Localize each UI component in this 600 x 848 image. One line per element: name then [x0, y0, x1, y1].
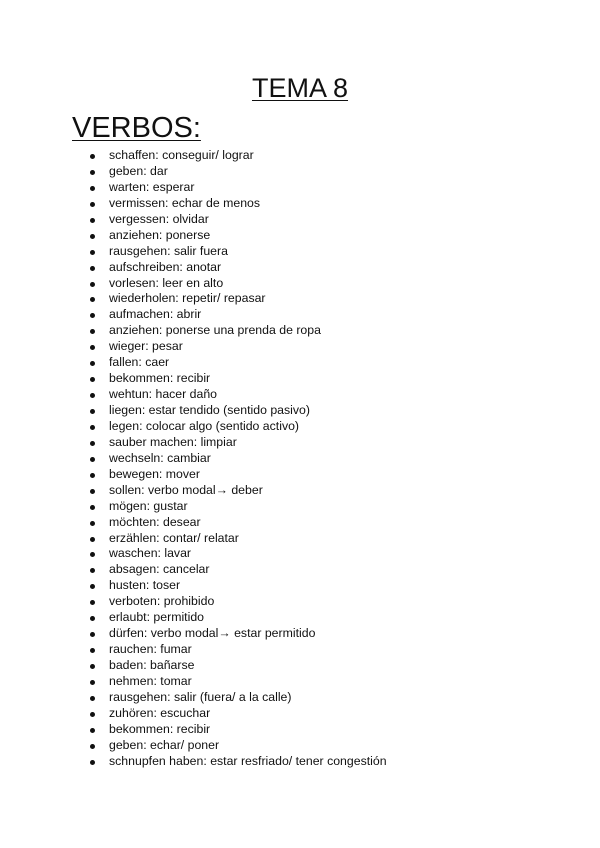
bullet-icon — [90, 377, 95, 382]
bullet-icon — [90, 218, 95, 223]
list-item-text: erlaubt: permitido — [109, 610, 205, 625]
bullet-icon — [90, 457, 95, 462]
bullet-icon — [90, 712, 95, 717]
list-item-text: vergessen: olvidar — [109, 211, 209, 226]
list-item — [0, 228, 600, 244]
bullet-icon — [90, 489, 95, 494]
bullet-icon — [90, 648, 95, 653]
list-item — [0, 467, 600, 483]
list-item — [0, 531, 600, 547]
bullet-icon — [90, 568, 95, 573]
list-item — [0, 180, 600, 196]
list-item-text: bekommen: recibir — [109, 371, 211, 386]
list-item — [0, 610, 600, 626]
list-item-text: dürfen: verbo modal→ estar permitido — [109, 626, 316, 641]
vocabulary-list — [0, 148, 600, 770]
list-item-text: verboten: prohibido — [109, 594, 215, 609]
bullet-icon — [90, 584, 95, 589]
list-item — [0, 515, 600, 531]
list-item-text: geben: dar — [109, 163, 168, 178]
list-item-text: wehtun: hacer daño — [109, 387, 218, 402]
page-title: TEMA 8 — [251, 73, 349, 103]
bullet-icon — [90, 266, 95, 271]
list-item — [0, 148, 600, 164]
list-item — [0, 244, 600, 260]
list-item — [0, 562, 600, 578]
bullet-icon — [90, 696, 95, 701]
list-item — [0, 164, 600, 180]
list-item — [0, 594, 600, 610]
list-item — [0, 546, 600, 562]
list-item — [0, 499, 600, 515]
bullet-icon — [90, 537, 95, 542]
bullet-icon — [90, 250, 95, 255]
list-item-text: husten: toser — [109, 578, 181, 593]
list-item-text: rauchen: fumar — [109, 642, 192, 657]
list-item-text: aufmachen: abrir — [109, 307, 202, 322]
list-item-text: wechseln: cambiar — [109, 450, 211, 465]
list-item-text: rausgehen: salir (fuera/ a la calle) — [109, 689, 292, 704]
list-item — [0, 276, 600, 292]
list-item — [0, 323, 600, 339]
list-item — [0, 690, 600, 706]
bullet-icon — [90, 409, 95, 414]
bullet-icon — [90, 521, 95, 526]
list-item — [0, 642, 600, 658]
bullet-icon — [90, 552, 95, 557]
bullet-icon — [90, 202, 95, 207]
bullet-icon — [90, 170, 95, 175]
list-item — [0, 291, 600, 307]
list-item-text: schnupfen haben: estar resfriado/ tener congestión — [109, 753, 387, 768]
bullet-icon — [90, 600, 95, 605]
list-item-text: liegen: estar tendido (sentido pasivo) — [109, 403, 310, 417]
list-item-text: absagen: cancelar — [109, 562, 210, 577]
list-item — [0, 419, 600, 435]
bullet-icon — [90, 186, 95, 191]
list-item — [0, 435, 600, 451]
bullet-icon — [90, 473, 95, 478]
list-item — [0, 578, 600, 594]
list-item-text: anziehen: ponerse una prenda de ropa — [109, 323, 321, 338]
bullet-icon — [90, 393, 95, 398]
bullet-icon — [90, 680, 95, 685]
list-item — [0, 355, 600, 371]
bullet-icon — [90, 282, 95, 287]
bullet-icon — [90, 728, 95, 733]
list-item — [0, 754, 600, 770]
list-item-text: wieger: pesar — [109, 339, 183, 354]
list-item — [0, 387, 600, 403]
list-item-text: wiederholen: repetir/ repasar — [109, 291, 266, 306]
list-item-text: sauber machen: limpiar — [109, 434, 237, 449]
list-item — [0, 674, 600, 690]
list-item-text: vorlesen: leer en alto — [109, 275, 224, 290]
list-item — [0, 339, 600, 355]
bullet-icon — [90, 744, 95, 749]
list-item-text: zuhören: escuchar — [109, 705, 211, 720]
list-item-text: bewegen: mover — [109, 466, 200, 481]
list-item — [0, 260, 600, 276]
bullet-icon — [90, 234, 95, 239]
bullet-icon — [90, 616, 95, 621]
bullet-icon — [90, 632, 95, 637]
bullet-icon — [90, 664, 95, 669]
list-item — [0, 403, 600, 419]
list-item-text: erzählen: contar/ relatar — [109, 530, 239, 545]
list-item-text: baden: bañarse — [109, 658, 195, 672]
bullet-icon — [90, 297, 95, 302]
list-item-text: geben: echar/ poner — [109, 737, 220, 752]
list-item — [0, 722, 600, 738]
list-item-text: nehmen: tomar — [109, 673, 192, 688]
bullet-icon — [90, 505, 95, 510]
list-item — [0, 483, 600, 499]
list-item-text: sollen: verbo modal→ deber — [109, 482, 263, 497]
list-item-text: rausgehen: salir fuera — [109, 243, 228, 258]
list-item — [0, 196, 600, 212]
bullet-icon — [90, 329, 95, 334]
list-item — [0, 451, 600, 467]
list-item — [0, 738, 600, 754]
list-item-text: legen: colocar algo (sentido activo) — [109, 418, 300, 433]
list-item — [0, 307, 600, 323]
list-item-text: möchten: desear — [109, 514, 201, 529]
bullet-icon — [90, 425, 95, 430]
bullet-icon — [90, 345, 95, 350]
list-item — [0, 212, 600, 228]
list-item — [0, 706, 600, 722]
list-item-text: mögen: gustar — [109, 498, 188, 513]
list-item-text: warten: esperar — [109, 179, 195, 194]
list-item-text: waschen: lavar — [109, 546, 192, 561]
section-heading-verbos: VERBOS: — [72, 112, 201, 144]
list-item-text: aufschreiben: anotar — [109, 259, 222, 274]
bullet-icon — [90, 154, 95, 159]
list-item-text: bekommen: recibir — [109, 721, 211, 736]
list-item-text: schaffen: conseguir/ lograr — [109, 148, 254, 162]
list-item-text: anziehen: ponerse — [109, 227, 211, 242]
list-item-text: fallen: caer — [109, 355, 170, 370]
list-item — [0, 658, 600, 674]
bullet-icon — [90, 760, 95, 765]
list-item-text: vermissen: echar de menos — [109, 195, 261, 210]
list-item — [0, 371, 600, 387]
bullet-icon — [90, 441, 95, 446]
list-item — [0, 626, 600, 642]
bullet-icon — [90, 361, 95, 366]
bullet-icon — [90, 313, 95, 318]
